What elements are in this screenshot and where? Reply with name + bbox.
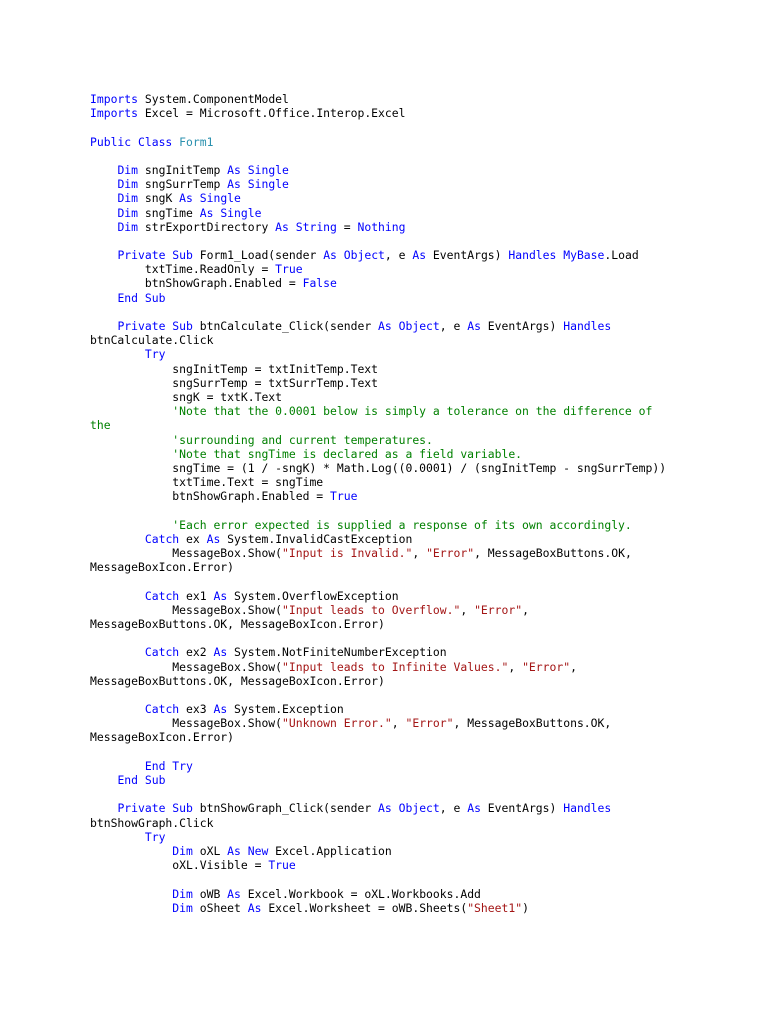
code-text: btnCalculate_Click(sender: [192, 319, 379, 333]
code-keyword: As Single: [227, 177, 289, 192]
code-keyword: Public Class: [90, 134, 173, 149]
code-line: [90, 206, 750, 220]
code-keyword: True: [268, 858, 296, 873]
code-line: [90, 262, 750, 276]
code-keyword: As Single: [179, 191, 241, 206]
code-text: System.OverflowException: [227, 588, 399, 603]
code-keyword: False: [302, 276, 337, 291]
code-line: [90, 390, 750, 404]
code-line: [90, 716, 750, 730]
code-comment: the: [90, 418, 111, 433]
code-keyword: Dim: [117, 162, 139, 177]
code-text: , MessageBoxButtons.OK,: [453, 716, 612, 731]
code-text: Form1_Load(sender: [192, 248, 324, 263]
code-text: MessageBox.Show(: [90, 546, 283, 560]
code-text: MessageBox.Show(: [90, 659, 283, 674]
code-text: [90, 220, 117, 234]
code-text: , MessageBoxButtons.OK,: [474, 546, 632, 560]
code-text: [90, 404, 172, 418]
code-line: [90, 220, 750, 234]
code-keyword: As: [213, 702, 228, 717]
code-keyword: As Single: [199, 205, 262, 220]
code-keyword: True: [275, 262, 303, 277]
code-text: MessageBoxButtons.OK, MessageBoxIcon.Error): [90, 673, 385, 688]
code-string: "Sheet1": [467, 900, 523, 915]
code-type-name: Form1: [179, 134, 214, 149]
code-text: ,: [508, 659, 523, 674]
code-text: [90, 319, 117, 333]
code-line: [90, 844, 750, 858]
code-text: , e: [439, 319, 468, 333]
code-text: MessageBoxIcon.Error): [90, 560, 235, 575]
code-text: MessageBox.Show(: [90, 716, 283, 731]
code-line: [90, 901, 750, 915]
code-string: "Input leads to Overflow.": [282, 602, 461, 617]
code-text: ): [522, 900, 529, 915]
code-text: [90, 433, 172, 447]
code-keyword: As: [412, 248, 427, 263]
code-line: [90, 518, 750, 532]
code-keyword: Handles: [563, 319, 612, 333]
code-text: ,: [460, 602, 475, 617]
code-line: [90, 546, 750, 560]
code-line: [90, 362, 750, 376]
code-text: EventArgs): [480, 319, 564, 333]
code-text: [90, 206, 117, 220]
code-text: [90, 830, 145, 844]
code-text: [90, 844, 172, 858]
blank-line: [90, 305, 750, 319]
code-line: [90, 177, 750, 191]
code-text: MessageBox.Show(: [90, 602, 283, 617]
code-text: ex3: [179, 702, 214, 717]
code-text: oXL.Visible =: [90, 858, 269, 873]
code-keyword: Imports: [90, 106, 139, 121]
code-text: sngK: [138, 191, 180, 206]
code-text: [90, 248, 117, 262]
blank-line: [90, 872, 750, 886]
code-text: sngInitTemp = txtInitTemp.Text: [90, 361, 379, 376]
code-keyword: Catch: [144, 531, 180, 546]
code-keyword: As: [206, 531, 221, 546]
code-text: sngTime: [138, 205, 200, 220]
code-text: Excel.Worksheet = oWB.Sheets(: [261, 900, 468, 915]
code-text: btnCalculate.Click: [90, 333, 214, 348]
code-line: [90, 858, 750, 872]
code-string: "Error": [405, 716, 454, 731]
code-line: [90, 702, 750, 716]
code-keyword: Dim: [172, 886, 193, 901]
code-text: System.Exception: [227, 702, 344, 717]
code-text: ,: [522, 602, 529, 617]
code-keyword: Imports: [90, 92, 139, 106]
code-text: [90, 702, 145, 716]
code-text: sngTime = (1 / -sngK) * Math.Log((0.0001) / (sngInitTemp - sngSurrTemp)): [90, 460, 667, 475]
blank-line: [90, 503, 750, 517]
code-line: [90, 674, 750, 688]
code-text: sngInitTemp: [138, 162, 228, 177]
code-line: [90, 163, 750, 177]
code-keyword: As Single: [227, 162, 289, 177]
code-text: Excel.Application: [268, 843, 392, 858]
code-keyword: Try: [144, 347, 166, 362]
code-comment: 'Each error expected is supplied a response of its own accordingly.: [172, 517, 632, 532]
code-string: "Input is Invalid.": [282, 546, 413, 560]
code-line: [90, 248, 750, 262]
code-string: "Error": [474, 602, 523, 617]
code-line: [90, 589, 750, 603]
code-line: [90, 532, 750, 546]
code-keyword: Dim: [117, 205, 139, 220]
code-keyword: Catch: [144, 702, 180, 717]
code-listing: [90, 92, 750, 915]
code-text: ex: [179, 531, 207, 546]
code-keyword: Dim: [117, 191, 139, 206]
code-text: System.ComponentModel: [138, 92, 289, 106]
code-text: btnShowGraph.Click: [90, 815, 214, 830]
code-keyword: Dim: [172, 900, 193, 915]
code-string: "Unknown Error.": [282, 716, 392, 731]
code-text: Excel = Microsoft.Office.Interop.Excel: [138, 106, 406, 121]
code-text: ,: [412, 546, 427, 560]
code-line: [90, 730, 750, 744]
blank-line: [90, 120, 750, 134]
code-text: [90, 532, 145, 546]
blank-line: [90, 631, 750, 645]
code-line: [90, 135, 750, 149]
code-keyword: Handles: [563, 801, 612, 816]
code-line: [90, 645, 750, 659]
code-keyword: As: [213, 645, 228, 660]
code-line: [90, 347, 750, 361]
code-keyword: As New: [227, 843, 269, 858]
code-text: oXL: [192, 843, 228, 858]
code-text: ex1: [179, 588, 214, 603]
code-text: [90, 773, 117, 787]
code-string: "Error": [426, 546, 475, 560]
code-text: , e: [439, 801, 468, 816]
code-keyword: As: [467, 801, 481, 816]
code-keyword: Private Sub: [117, 248, 193, 263]
code-line: [90, 461, 750, 475]
code-text: [90, 759, 145, 773]
code-keyword: As: [227, 886, 241, 901]
blank-line: [90, 149, 750, 163]
code-line: [90, 830, 750, 844]
code-comment: 'Note that the 0.0001 below is simply a tolerance on the difference of: [172, 404, 653, 419]
code-text: .Load: [604, 248, 639, 263]
code-text: MessageBoxButtons.OK, MessageBoxIcon.Error): [90, 616, 385, 631]
code-text: txtTime.Text = sngTime: [90, 475, 324, 490]
code-line: [90, 376, 750, 390]
code-keyword: Try: [144, 829, 166, 844]
code-line: [90, 404, 750, 418]
code-keyword: Dim: [117, 177, 139, 192]
code-text: , e: [384, 248, 413, 263]
code-keyword: End Sub: [117, 290, 166, 305]
code-line: [90, 92, 750, 106]
code-text: [90, 177, 117, 191]
code-text: sngSurrTemp: [138, 177, 228, 192]
code-text: [90, 901, 172, 915]
code-text: btnShowGraph.Enabled =: [90, 489, 331, 504]
code-keyword: As: [247, 900, 262, 915]
blank-line: [90, 234, 750, 248]
code-line: [90, 433, 750, 447]
code-line: [90, 333, 750, 347]
code-comment: 'Note that sngTime is declared as a field variable.: [172, 446, 523, 461]
code-text: [90, 291, 117, 305]
code-text: System.NotFiniteNumberException: [227, 645, 447, 660]
code-text: ,: [391, 716, 406, 731]
code-keyword: As: [213, 588, 228, 603]
code-line: [90, 816, 750, 830]
code-line: [90, 276, 750, 290]
code-text: [90, 447, 172, 461]
code-text: [90, 191, 117, 205]
blank-line: [90, 745, 750, 759]
code-keyword: As Object: [378, 319, 440, 333]
code-line: [90, 887, 750, 901]
code-line: [90, 759, 750, 773]
code-line: [90, 660, 750, 674]
code-text: [90, 347, 145, 361]
code-text: MessageBoxIcon.Error): [90, 730, 235, 745]
code-line: [90, 801, 750, 815]
code-line: [90, 447, 750, 461]
code-keyword: As String: [275, 219, 337, 234]
code-text: ex2: [179, 645, 214, 660]
code-keyword: Catch: [144, 645, 180, 660]
code-keyword: End Try: [144, 758, 193, 773]
code-text: System.InvalidCastException: [220, 531, 413, 546]
code-text: EventArgs): [480, 801, 564, 816]
code-keyword: Dim: [172, 843, 193, 858]
code-string: "Input leads to Infinite Values.": [282, 659, 509, 674]
code-text: =: [336, 219, 358, 234]
code-line: [90, 106, 750, 120]
code-keyword: True: [330, 489, 358, 504]
code-line: [90, 418, 750, 432]
code-text: Excel.Workbook = oXL.Workbooks.Add: [240, 886, 481, 901]
code-text: sngSurrTemp = txtSurrTemp.Text: [90, 375, 379, 390]
code-text: [90, 645, 145, 659]
code-line: [90, 617, 750, 631]
code-keyword: Private Sub: [117, 801, 193, 816]
code-text: ,: [570, 659, 577, 674]
code-keyword: Private Sub: [117, 319, 193, 333]
code-keyword: Dim: [117, 219, 139, 234]
code-keyword: As Object: [378, 801, 440, 816]
code-line: [90, 773, 750, 787]
blank-line: [90, 688, 750, 702]
code-comment: 'surrounding and current temperatures.: [172, 432, 433, 447]
code-string: "Error": [522, 659, 571, 674]
code-text: oSheet: [192, 900, 248, 915]
code-line: [90, 560, 750, 574]
code-line: [90, 475, 750, 489]
code-keyword: Catch: [144, 588, 180, 603]
blank-line: [90, 787, 750, 801]
code-text: btnShowGraph_Click(sender: [192, 801, 379, 816]
code-line: [90, 291, 750, 305]
code-text: [90, 887, 172, 901]
code-text: [90, 589, 145, 603]
code-line: [90, 603, 750, 617]
code-text: [90, 518, 172, 532]
code-text: EventArgs): [426, 248, 509, 263]
code-text: txtTime.ReadOnly =: [90, 262, 276, 277]
blank-line: [90, 574, 750, 588]
code-text: sngK = txtK.Text: [90, 389, 283, 404]
code-text: strExportDirectory: [138, 219, 276, 234]
code-text: oWB: [192, 886, 228, 901]
code-keyword: Nothing: [357, 219, 406, 234]
code-line: [90, 191, 750, 205]
code-line: [90, 489, 750, 503]
code-keyword: End Sub: [117, 773, 166, 787]
code-keyword: Handles MyBase: [508, 248, 605, 263]
code-text: [90, 801, 117, 815]
code-line: [90, 319, 750, 333]
code-text: [90, 163, 117, 177]
code-keyword: As Object: [323, 248, 385, 263]
code-keyword: As: [467, 319, 481, 333]
code-text: btnShowGraph.Enabled =: [90, 276, 303, 291]
